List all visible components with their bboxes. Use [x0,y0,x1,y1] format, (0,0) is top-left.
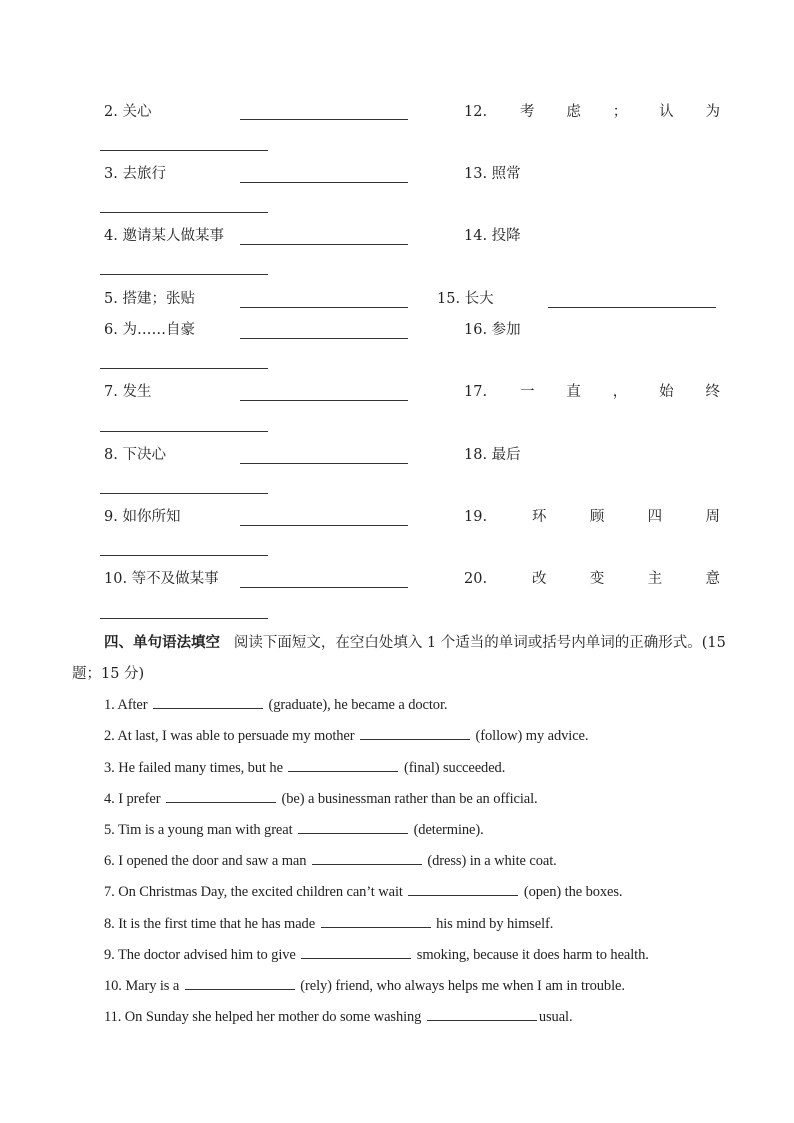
sentence-2: 2. At last, I was able to persuade my mother (follow) my advice. [104,728,589,744]
vocab-item-16: 16. 参加 [464,322,521,338]
answer-blank[interactable] [321,915,431,928]
sentence-4: 4. I prefer (be) a businessman rather than be an official. [104,791,538,807]
sentence-7: 7. On Christmas Day, the excited children can’t wait (open) the boxes. [104,884,623,900]
sentence-11: 11. On Sunday she helped her mother do some washing usual. [104,1009,573,1025]
section-4-heading [72,628,732,690]
sentence-6: 6. I opened the door and saw a man (dress) in a white coat. [104,853,557,869]
answer-blank[interactable] [100,150,268,151]
answer-blank[interactable] [240,463,408,464]
vocab-item-8: 8. 下决心 [104,447,166,463]
answer-blank[interactable] [100,555,268,556]
answer-blank[interactable] [100,212,268,213]
answer-blank[interactable] [100,368,268,369]
section-title: 四、单句语法填空 [104,635,220,651]
answer-blank[interactable] [548,307,716,308]
answer-blank[interactable] [298,821,408,834]
answer-blank[interactable] [240,338,408,339]
answer-blank[interactable] [408,883,518,896]
answer-blank[interactable] [240,587,408,588]
vocab-item-9: 9. 如你所知 [104,509,181,525]
answer-blank[interactable] [153,696,263,709]
vocab-item-2: 2. 关心 [104,104,152,120]
answer-blank[interactable] [100,431,268,432]
vocab-item-17: 一 直 ， 始 终 [520,384,720,400]
vocab-item-12: 考 虑 ； 认 为 [520,104,720,120]
vocab-item-19-num: 19. [464,509,488,525]
vocab-item-10: 10. 等不及做某事 [104,571,219,587]
section-instruction: 阅读下面短文，在空白处填入 1 个适当的单词或括号内单词的正确形式。(15 题；15 分) [72,635,726,682]
vocab-item-3: 3. 去旅行 [104,166,166,182]
answer-blank[interactable] [240,119,408,120]
sentence-5: 5. Tim is a young man with great (determine). [104,822,484,838]
vocab-item-14: 14. 投降 [464,228,521,244]
vocab-item-12-num: 12. [464,104,488,120]
answer-blank[interactable] [240,182,408,183]
answer-blank[interactable] [185,977,295,990]
sentence-9: 9. The doctor advised him to give smoking, because it does harm to health. [104,947,649,963]
vocab-item-15: 15. 长大 [437,291,494,307]
answer-blank[interactable] [166,790,276,803]
answer-blank[interactable] [240,244,408,245]
vocab-item-4: 4. 邀请某人做某事 [104,228,224,244]
vocab-item-6: 6. 为……自豪 [104,322,195,338]
vocab-item-13: 13. 照常 [464,166,521,182]
vocab-item-5: 5. 搭建；张贴 [104,291,195,307]
answer-blank[interactable] [100,274,268,275]
answer-blank[interactable] [312,852,422,865]
sentence-1: 1. After (graduate), he became a doctor. [104,697,448,713]
vocab-item-17-num: 17. [464,384,488,400]
sentence-10: 10. Mary is a (rely) friend, who always helps me when I am in trouble. [104,978,625,994]
answer-blank[interactable] [240,525,408,526]
vocab-item-20: 改 变 主 意 [532,571,720,587]
vocab-item-7: 7. 发生 [104,384,152,400]
vocab-item-20-num: 20. [464,571,488,587]
answer-blank[interactable] [360,727,470,740]
answer-blank[interactable] [240,307,408,308]
vocab-item-18: 18. 最后 [464,447,521,463]
answer-blank[interactable] [240,400,408,401]
vocab-item-19: 环 顾 四 周 [532,509,720,525]
sentence-8: 8. It is the first time that he has made his mind by himself. [104,916,554,932]
answer-blank[interactable] [100,493,268,494]
sentence-3: 3. He failed many times, but he (final) succeeded. [104,760,506,776]
answer-blank[interactable] [100,618,268,619]
answer-blank[interactable] [288,759,398,772]
answer-blank[interactable] [427,1008,537,1021]
answer-blank[interactable] [301,946,411,959]
